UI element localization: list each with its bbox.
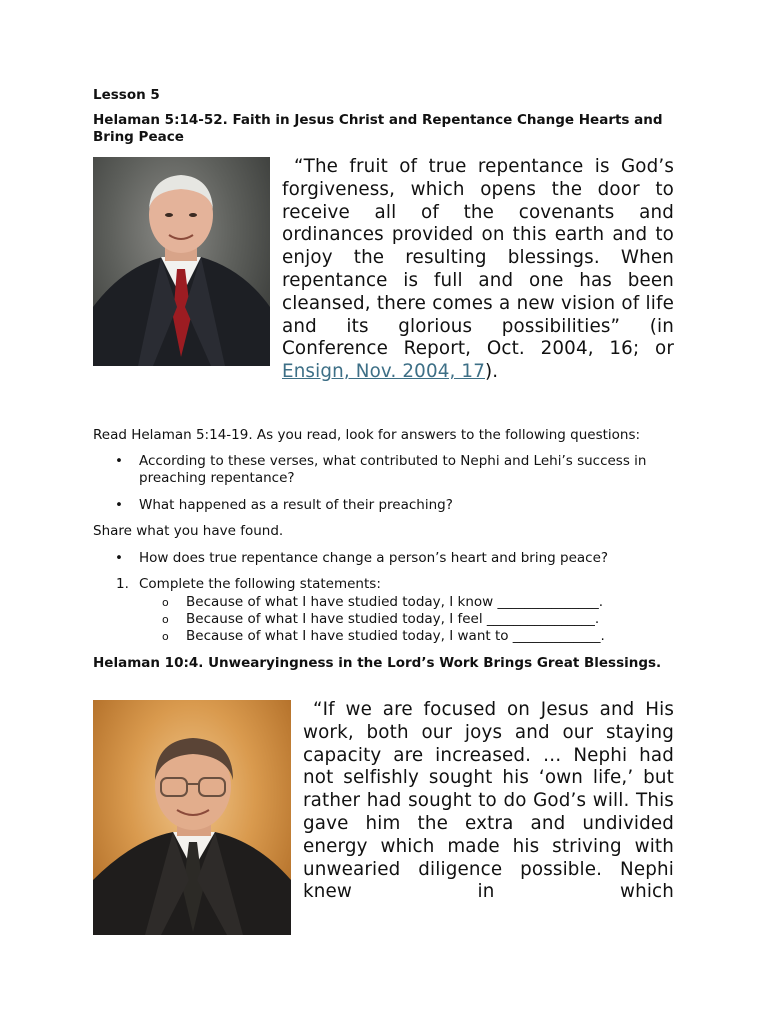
statement-text: Because of what I have studied today, I feel ________________.	[186, 611, 600, 627]
section-heading-helaman-10: Helaman 10:4. Unwearyingness in the Lord’s Work Brings Great Blessings.	[93, 655, 662, 671]
quote-text: “The fruit of true repentance is God’s forgiveness, which opens the door to receive all of the covenants and ordinances provided on this earth and to enjoy the resulting blessings. When repentance is full and one has been cleansed, there comes a new vision of life and its glorious possibilities” (in Conference Report, Oct. 2004, 16; or	[282, 156, 674, 360]
list-item	[93, 497, 675, 514]
list-item-text: How does true repentance change a person’s heart and bring peace?	[139, 550, 609, 566]
statement-list	[140, 594, 605, 645]
bullet-marker: •	[115, 550, 123, 566]
sub-bullet-marker: o	[162, 630, 169, 643]
list-item	[93, 453, 675, 487]
list-item	[140, 628, 605, 645]
list-item	[140, 594, 605, 611]
sub-bullet-marker: o	[162, 613, 169, 626]
list-item	[93, 550, 675, 567]
list-item-text: Complete the following statements:	[139, 576, 381, 592]
statement-text: Because of what I have studied today, I want to _____________.	[186, 628, 605, 644]
quote-unwearyingness: “If we are focused on Jesus and His work, both our joys and our staying capacity are increased. … Nephi had not selfishly sought his ‘own life,’ but rather had sought to do God’s will. This gave him the extra and undivided energy which made his striving with unwearied diligence possible. Nephi knew in which	[303, 699, 674, 903]
quote-end: ).	[485, 361, 499, 383]
lesson-title: Lesson 5	[93, 87, 160, 103]
share-instruction: Share what you have found.	[93, 523, 284, 539]
read-instruction: Read Helaman 5:14-19. As you read, look for answers to the following questions:	[93, 427, 641, 443]
list-item-text: According to these verses, what contributed to Nephi and Lehi’s success in preaching repentance?	[139, 453, 647, 486]
portrait-photo-1	[93, 157, 270, 366]
question-list	[93, 453, 675, 514]
list-item-text: What happened as a result of their preaching?	[139, 497, 453, 513]
bullet-marker: •	[115, 453, 123, 469]
section-heading-helaman-5: Helaman 5:14-52. Faith in Jesus Christ and Repentance Change Hearts and Bring Peace	[93, 112, 663, 145]
discussion-list	[93, 550, 675, 567]
bullet-marker: •	[115, 497, 123, 513]
sub-bullet-marker: o	[162, 596, 169, 609]
numbered-list	[93, 576, 381, 593]
quote-repentance	[282, 156, 674, 384]
number-marker: 1.	[116, 576, 129, 592]
list-item	[140, 611, 605, 628]
list-item	[93, 576, 381, 593]
statement-text: Because of what I have studied today, I know _______________.	[186, 594, 604, 610]
ensign-link[interactable]: Ensign, Nov. 2004, 17	[282, 361, 485, 383]
portrait-photo-2	[93, 700, 291, 935]
